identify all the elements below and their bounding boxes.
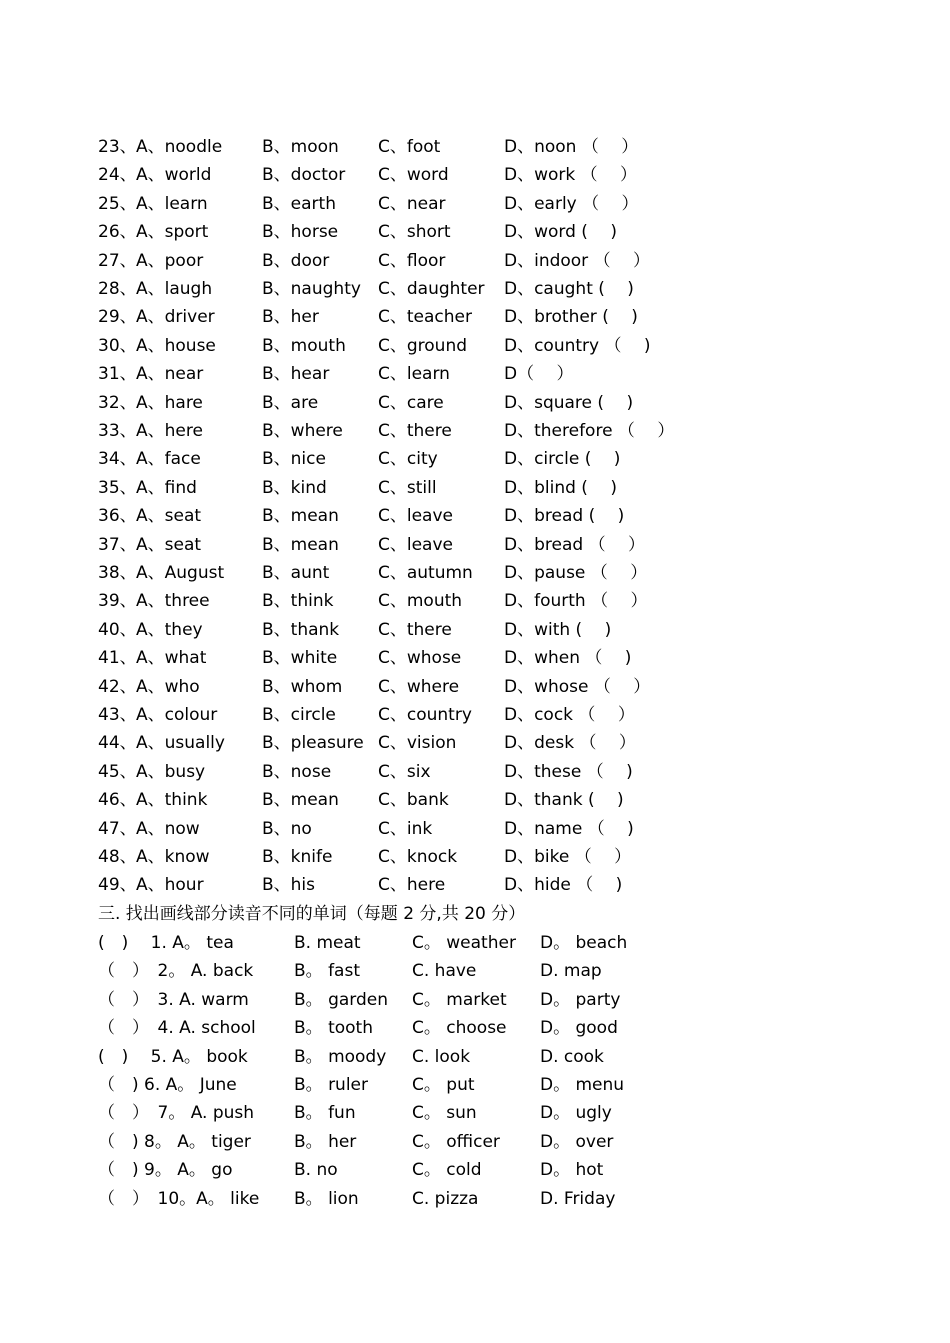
question-option-b: B、no <box>262 818 312 839</box>
question-option-c: C、city <box>378 449 438 470</box>
exercise-row <box>0 929 950 957</box>
question-option-a: A、poor <box>136 250 204 271</box>
question-option-d: D、therefore （ ） <box>504 421 675 441</box>
question-option-b: B、mean <box>262 506 339 527</box>
exercise-option-b: B。 ruler <box>294 1075 369 1095</box>
exercise-option-n: ( ) 5. A。 book <box>98 1046 248 1067</box>
exercise-option-d: D. Friday <box>540 1188 616 1209</box>
question-option-b: B、nice <box>262 449 326 470</box>
exercise-option-d: D. map <box>540 961 602 982</box>
question-option-b: B、nose <box>262 761 332 782</box>
question-option-a: A、seat <box>136 506 202 527</box>
question-option-c: C、near <box>378 193 446 214</box>
question-option-a: A、know <box>136 847 210 867</box>
question-option-c: C、ink <box>378 818 433 839</box>
question-option-b: B、moon <box>262 137 339 157</box>
exercise-row <box>0 1014 950 1042</box>
question-option-d: D、indoor （ ） <box>504 250 650 271</box>
question-option-b: B、door <box>262 250 330 271</box>
question-row <box>0 360 950 388</box>
question-option-b: B、mean <box>262 790 339 811</box>
question-row <box>0 303 950 331</box>
question-option-n: 38、 <box>98 563 137 583</box>
question-row <box>0 786 950 814</box>
question-option-a: A、usually <box>136 733 225 754</box>
question-option-n: 25、 <box>98 193 137 214</box>
question-option-d: D、bread ( ) <box>504 506 625 527</box>
exercise-option-n: （ ） 4. A. school <box>98 1018 256 1039</box>
exercise-option-d: D。 party <box>540 989 621 1010</box>
question-option-d: D、fourth （ ） <box>504 591 648 612</box>
question-option-n: 47、 <box>98 818 137 839</box>
question-option-a: A、laugh <box>136 279 213 299</box>
question-option-n: 40、 <box>98 619 137 640</box>
question-option-b: B、earth <box>262 193 336 214</box>
exercise-option-c: C。 put <box>412 1075 475 1095</box>
question-option-n: 23、 <box>98 137 137 157</box>
question-option-d: D、brother ( ) <box>504 307 638 328</box>
exercise-option-d: D。 ugly <box>540 1103 612 1124</box>
exercise-row <box>0 1071 950 1099</box>
question-option-n: 31、 <box>98 364 137 385</box>
exercise-option-c: C. look <box>412 1046 471 1067</box>
question-option-b: B、doctor <box>262 165 346 186</box>
exercise-option-n: （ ） 7。 A. push <box>98 1103 255 1124</box>
question-option-c: C、here <box>378 875 446 896</box>
question-option-n: 45、 <box>98 761 137 782</box>
exercise-option-b: B。 fun <box>294 1103 356 1124</box>
exercise-option-c: C。 cold <box>412 1160 482 1181</box>
question-option-d: D（ ） <box>504 364 574 385</box>
question-option-c: C、foot <box>378 137 441 157</box>
question-option-b: B、whom <box>262 676 343 697</box>
question-option-b: B、are <box>262 392 319 413</box>
exercise-option-n: （ ) 6. A。 June <box>98 1075 237 1095</box>
question-option-a: A、noodle <box>136 137 223 157</box>
question-option-n: 26、 <box>98 222 137 243</box>
exercise-option-n: （ ) 8。 A。 tiger <box>98 1131 251 1152</box>
question-option-b: B、naughty <box>262 279 361 299</box>
question-option-n: 37、 <box>98 534 137 555</box>
question-row <box>0 815 950 843</box>
section-3-heading: 三. 找出画线部分读音不同的单词（每题 2 分,共 20 分） <box>98 904 526 924</box>
question-option-c: C、care <box>378 392 444 413</box>
question-option-d: D、noon （ ） <box>504 137 639 157</box>
question-row <box>0 161 950 189</box>
question-option-b: B、aunt <box>262 563 330 583</box>
question-option-c: C、word <box>378 165 449 186</box>
question-row <box>0 701 950 729</box>
question-option-b: B、knife <box>262 847 333 867</box>
question-option-a: A、now <box>136 818 200 839</box>
question-option-c: C、short <box>378 222 451 243</box>
exercise-option-c: C。 officer <box>412 1131 500 1152</box>
question-option-n: 30、 <box>98 335 137 356</box>
question-option-n: 33、 <box>98 421 137 441</box>
question-option-a: A、they <box>136 619 203 640</box>
exercise-option-b: B. no <box>294 1160 338 1181</box>
question-option-d: D、when （ ) <box>504 648 632 669</box>
exercise-row <box>0 1185 950 1213</box>
question-row <box>0 871 950 899</box>
question-option-d: D、thank ( ) <box>504 790 624 811</box>
question-row <box>0 729 950 757</box>
question-option-b: B、pleasure <box>262 733 364 754</box>
question-option-d: D、pause （ ） <box>504 563 648 583</box>
question-option-d: D、these （ ) <box>504 761 633 782</box>
question-option-a: A、face <box>136 449 201 470</box>
question-row <box>0 218 950 246</box>
question-option-n: 32、 <box>98 392 137 413</box>
question-row <box>0 445 950 473</box>
question-row <box>0 389 950 417</box>
question-option-n: 24、 <box>98 165 137 186</box>
question-option-b: B、think <box>262 591 334 612</box>
question-option-c: C、where <box>378 676 460 697</box>
question-option-a: A、hare <box>136 392 203 413</box>
question-option-n: 42、 <box>98 676 137 697</box>
exercise-option-b: B。 moody <box>294 1046 387 1067</box>
question-option-d: D、cock （ ） <box>504 705 635 725</box>
question-option-n: 49、 <box>98 875 137 896</box>
exercise-option-n: （ ） 10。A。 like <box>98 1188 260 1209</box>
question-row <box>0 332 950 360</box>
question-row <box>0 531 950 559</box>
question-option-n: 43、 <box>98 705 137 725</box>
question-row <box>0 673 950 701</box>
question-row <box>0 616 950 644</box>
question-option-b: B、white <box>262 648 338 669</box>
question-option-c: C、still <box>378 477 437 498</box>
question-option-d: D、square ( ) <box>504 392 634 413</box>
question-option-a: A、busy <box>136 761 206 782</box>
question-option-n: 27、 <box>98 250 137 271</box>
exercise-option-b: B。 fast <box>294 961 360 982</box>
question-option-d: D、early （ ） <box>504 193 639 214</box>
question-row <box>0 417 950 445</box>
question-option-d: D、caught ( ) <box>504 279 634 299</box>
question-row <box>0 502 950 530</box>
question-option-c: C、country <box>378 705 472 725</box>
question-row <box>0 275 950 303</box>
question-option-n: 29、 <box>98 307 137 328</box>
question-option-a: A、August <box>136 563 225 583</box>
question-option-c: C、autumn <box>378 563 473 583</box>
exercise-option-b: B. meat <box>294 933 361 953</box>
exercise-row <box>0 986 950 1014</box>
exercise-row <box>0 957 950 985</box>
exercise-option-n: （ ） 2。 A. back <box>98 961 254 982</box>
question-row <box>0 133 950 161</box>
question-option-c: C、bank <box>378 790 449 811</box>
question-option-c: C、six <box>378 761 431 782</box>
question-option-a: A、colour <box>136 705 218 725</box>
exercise-option-c: C. have <box>412 961 477 982</box>
question-option-c: C、teacher <box>378 307 472 328</box>
question-option-c: C、ground <box>378 335 468 356</box>
question-option-c: C、knock <box>378 847 458 867</box>
question-option-b: B、his <box>262 875 316 896</box>
exercise-option-d: D。 over <box>540 1131 614 1152</box>
question-option-a: A、house <box>136 335 216 356</box>
question-option-n: 48、 <box>98 847 137 867</box>
question-option-b: B、mean <box>262 534 339 555</box>
question-option-c: C、whose <box>378 648 462 669</box>
exercise-option-d: D. cook <box>540 1046 604 1067</box>
exercise-row <box>0 1043 950 1071</box>
question-option-a: A、here <box>136 421 203 441</box>
exercise-option-c: C. pizza <box>412 1188 479 1209</box>
question-option-d: D、word ( ) <box>504 222 617 243</box>
exercise-option-n: （ ) 9。 A。 go <box>98 1160 233 1181</box>
question-option-a: A、driver <box>136 307 215 328</box>
question-option-d: D、blind ( ) <box>504 477 617 498</box>
question-option-c: C、there <box>378 619 452 640</box>
question-row <box>0 190 950 218</box>
question-option-c: C、leave <box>378 506 453 527</box>
question-option-a: A、what <box>136 648 207 669</box>
question-option-c: C、learn <box>378 364 450 385</box>
question-option-a: A、seat <box>136 534 202 555</box>
question-row <box>0 474 950 502</box>
question-option-n: 39、 <box>98 591 137 612</box>
exercise-row <box>0 1156 950 1184</box>
exercise-option-d: D。 beach <box>540 933 628 953</box>
question-option-a: A、learn <box>136 193 208 214</box>
question-option-a: A、hour <box>136 875 204 896</box>
question-option-n: 46、 <box>98 790 137 811</box>
question-option-a: A、find <box>136 477 197 498</box>
question-option-c: C、mouth <box>378 591 463 612</box>
question-option-b: B、kind <box>262 477 327 498</box>
question-option-n: 41、 <box>98 648 137 669</box>
exercise-option-d: D。 menu <box>540 1075 625 1095</box>
question-option-b: B、her <box>262 307 319 328</box>
question-option-a: A、sport <box>136 222 209 243</box>
exercise-option-b: B。 tooth <box>294 1018 373 1039</box>
exercise-option-b: B。 garden <box>294 989 388 1010</box>
question-row <box>0 247 950 275</box>
exercise-option-c: C。 choose <box>412 1018 507 1039</box>
question-option-d: D、whose （ ） <box>504 676 651 697</box>
exercise-option-b: B。 her <box>294 1131 357 1152</box>
question-option-c: C、floor <box>378 250 446 271</box>
question-option-n: 36、 <box>98 506 137 527</box>
question-option-c: C、daughter <box>378 279 485 299</box>
question-option-c: C、leave <box>378 534 453 555</box>
question-option-a: A、world <box>136 165 212 186</box>
question-option-a: A、near <box>136 364 204 385</box>
question-option-d: D、desk （ ） <box>504 733 636 754</box>
question-option-d: D、name （ ) <box>504 818 634 839</box>
exercise-option-b: B。 lion <box>294 1188 359 1209</box>
question-option-b: B、hear <box>262 364 330 385</box>
question-option-d: D、bread （ ） <box>504 534 645 555</box>
question-row <box>0 587 950 615</box>
exercise-option-n: ( ) 1. A。 tea <box>98 933 234 953</box>
question-option-n: 34、 <box>98 449 137 470</box>
exercise-option-n: （ ） 3. A. warm <box>98 989 249 1010</box>
question-option-d: D、circle ( ) <box>504 449 621 470</box>
exercise-option-c: C。 market <box>412 989 507 1010</box>
question-option-b: B、mouth <box>262 335 346 356</box>
question-option-c: C、there <box>378 421 452 441</box>
question-row <box>0 559 950 587</box>
question-option-d: D、country （ ) <box>504 335 651 356</box>
question-option-a: A、three <box>136 591 210 612</box>
question-option-d: D、work （ ） <box>504 165 638 186</box>
question-option-a: A、think <box>136 790 208 811</box>
question-option-d: D、with ( ) <box>504 619 612 640</box>
question-row <box>0 843 950 871</box>
question-option-n: 28、 <box>98 279 137 299</box>
question-option-d: D、bike （ ） <box>504 847 632 867</box>
exercise-option-d: D。 good <box>540 1018 618 1039</box>
question-option-c: C、vision <box>378 733 457 754</box>
question-row <box>0 644 950 672</box>
question-option-a: A、who <box>136 676 200 697</box>
question-option-b: B、horse <box>262 222 339 243</box>
exercise-row <box>0 1099 950 1127</box>
question-option-d: D、hide （ ) <box>504 875 623 896</box>
question-option-n: 35、 <box>98 477 137 498</box>
question-row <box>0 758 950 786</box>
exercise-option-c: C。 sun <box>412 1103 477 1124</box>
exercise-row <box>0 1128 950 1156</box>
question-option-b: B、circle <box>262 705 336 725</box>
exercise-option-d: D。 hot <box>540 1160 604 1181</box>
question-option-b: B、thank <box>262 619 340 640</box>
exercise-option-c: C。 weather <box>412 933 516 953</box>
question-option-b: B、where <box>262 421 343 441</box>
question-option-n: 44、 <box>98 733 137 754</box>
